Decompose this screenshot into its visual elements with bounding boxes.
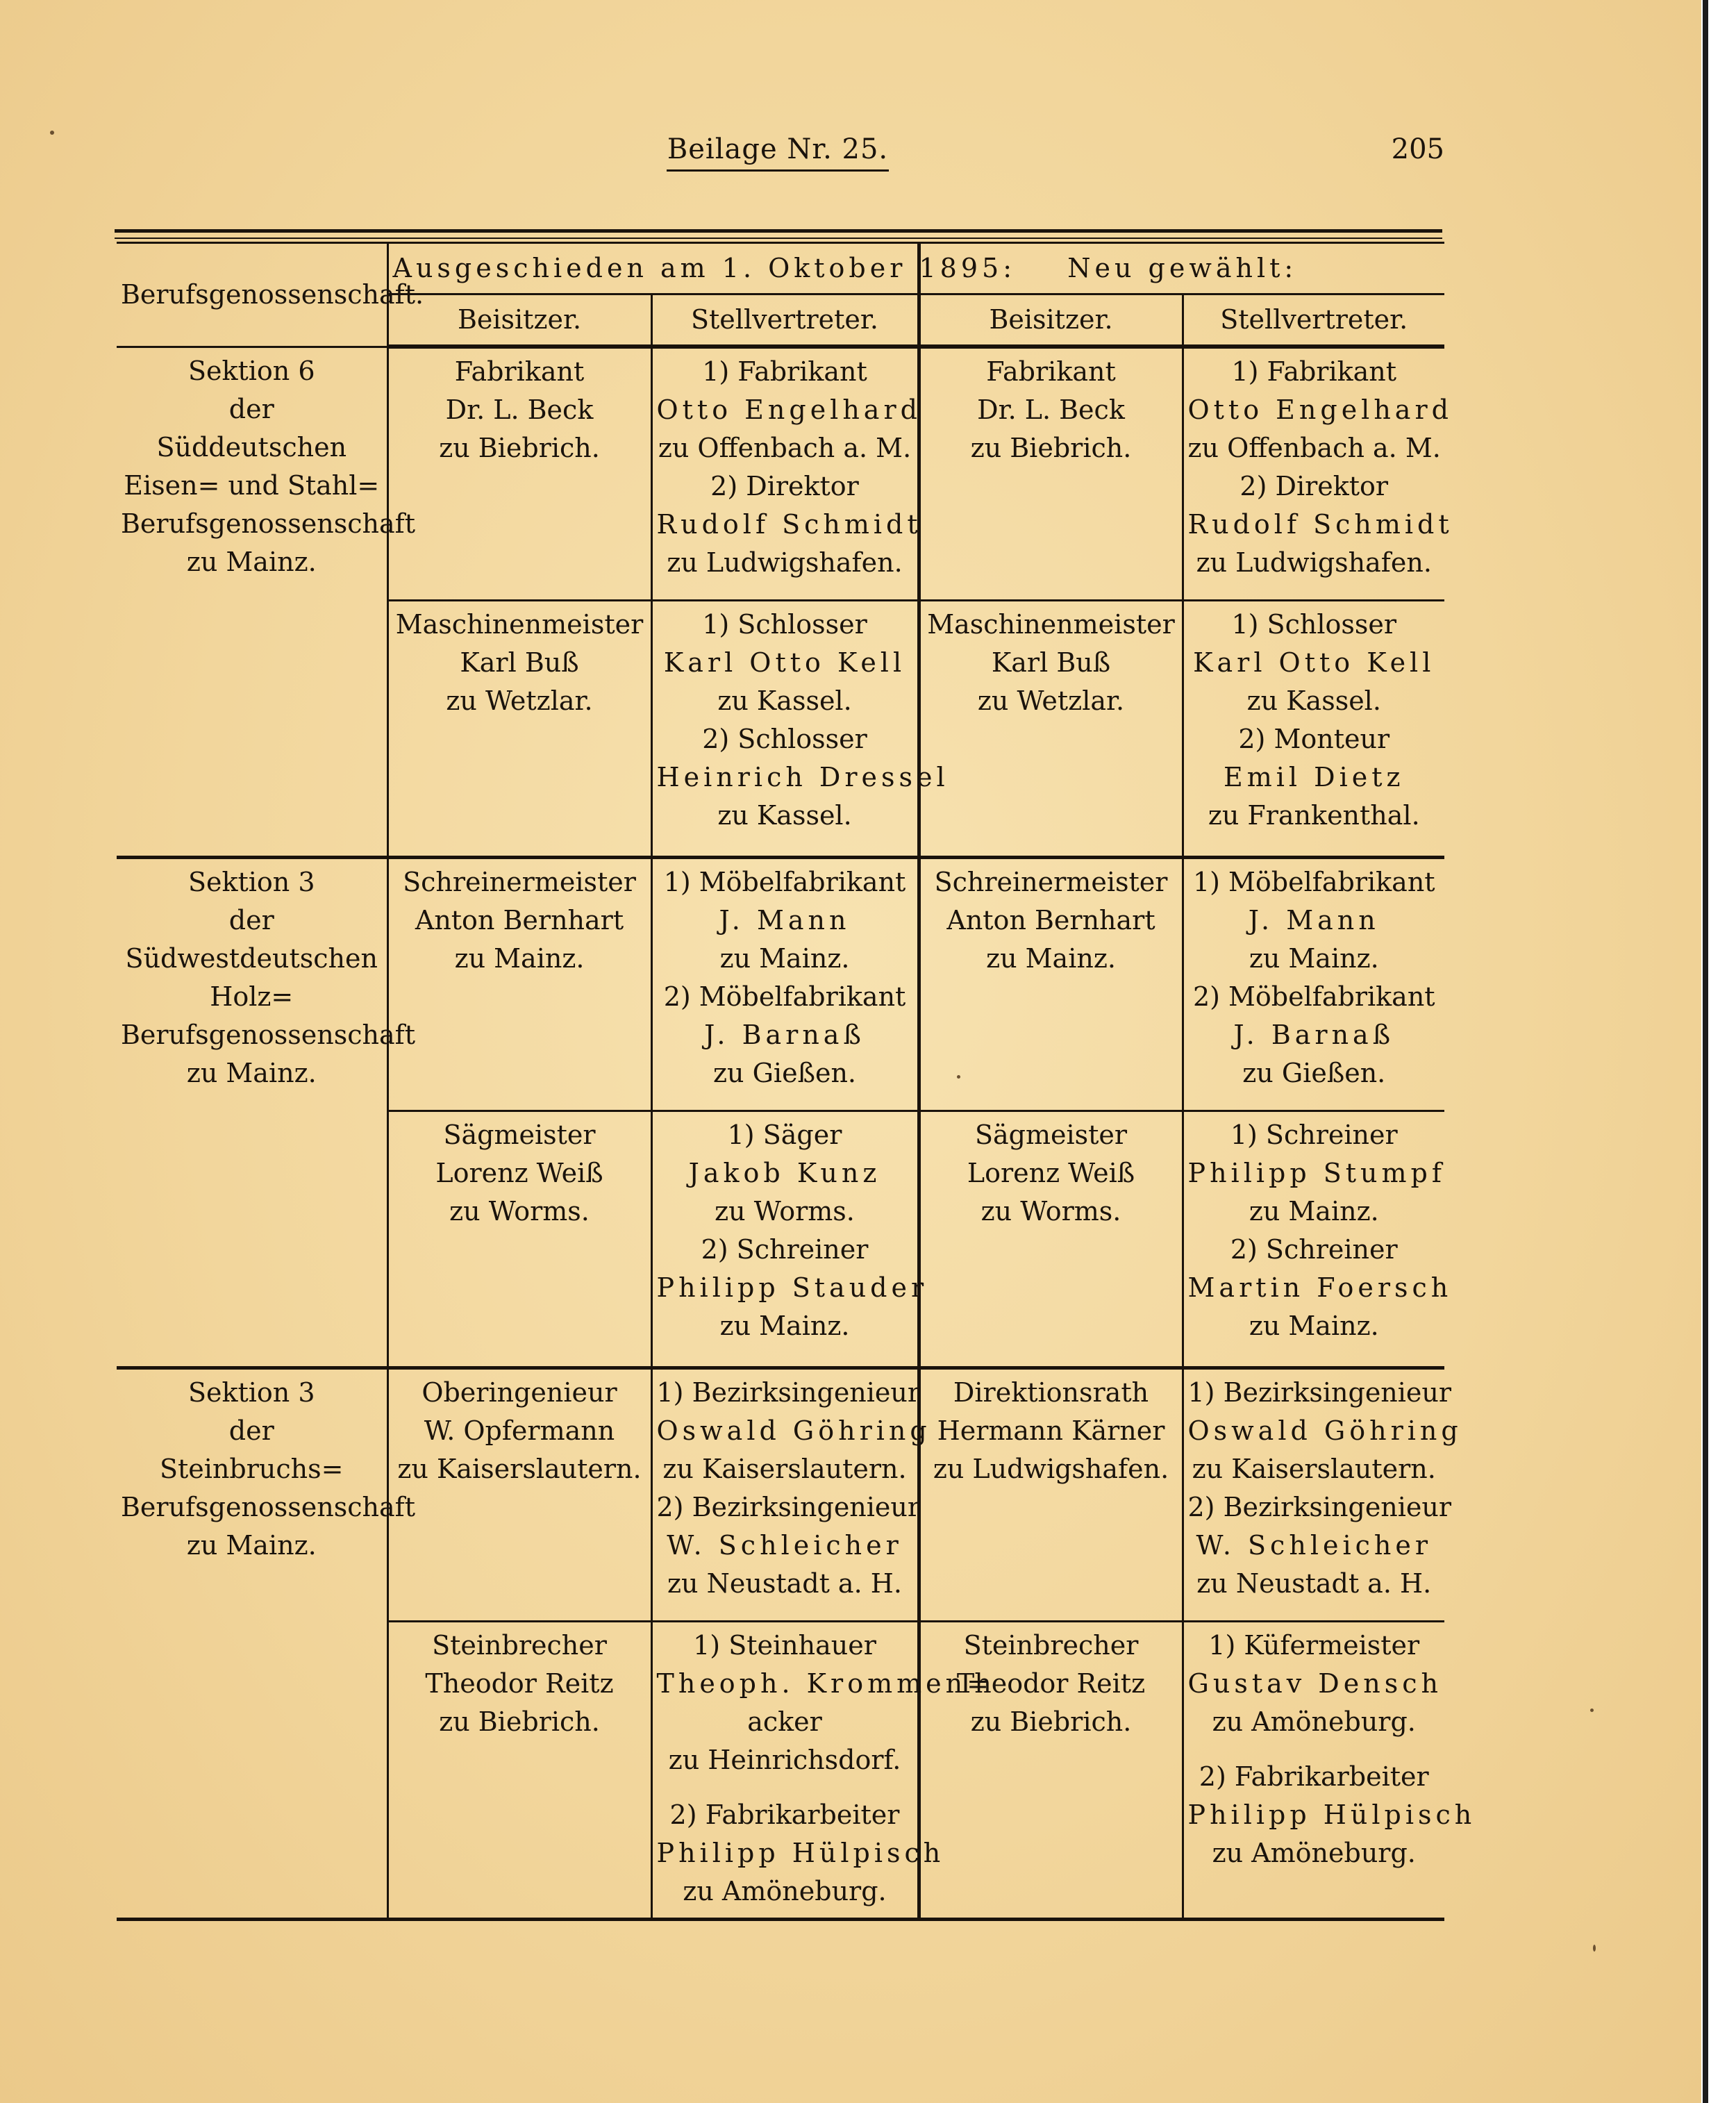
out-stellvertreter-cell-line: J. Mann	[719, 904, 851, 936]
paper-speck	[1593, 1945, 1596, 1952]
out-beisitzer-cell-line: Dr. L. Beck	[445, 394, 594, 425]
new-beisitzer-cell-line: Karl Buß	[991, 647, 1111, 678]
members-table	[117, 242, 1476, 1921]
new-stellvertreter-cell-line: zu Frankenthal.	[1208, 799, 1420, 831]
new-stellvertreter-cell	[1183, 1368, 1462, 1621]
section-name-cell-line: Berufsgenossenschaft	[121, 1491, 415, 1522]
out-beisitzer-cell	[387, 1368, 651, 1621]
new-stellvertreter-cell-line: zu Gießen.	[1242, 1057, 1386, 1088]
new-stellvertreter-cell-line: zu Amöneburg.	[1212, 1837, 1416, 1868]
top-double-rule	[115, 229, 1442, 239]
out-beisitzer-cell	[387, 1111, 651, 1368]
out-stellvertreter-cell-line: Philipp Stauder	[656, 1272, 928, 1303]
section-name-cell-line: Sektion 6	[187, 355, 315, 386]
new-stellvertreter-cell-line: J. Barnaß	[1233, 1019, 1395, 1050]
new-stellvertreter-cell	[1183, 347, 1453, 600]
new-stellvertreter-cell	[1183, 1111, 1453, 1368]
new-beisitzer-cell-line: Direktionsrath	[953, 1377, 1149, 1408]
section-name-cell	[117, 1368, 415, 1919]
out-beisitzer-cell-line: Maschinenmeister	[395, 608, 644, 640]
out-stellvertreter-cell-line: 1) Schlosser	[702, 608, 867, 640]
out-stellvertreter-cell-line: zu Gießen.	[713, 1057, 856, 1088]
out-stellvertreter-cell	[651, 600, 949, 857]
out-stellvertreter-cell-line: J. Barnaß	[704, 1019, 865, 1050]
new-stellvertreter-cell	[1183, 857, 1444, 1111]
new-beisitzer-cell	[919, 347, 1183, 600]
out-stellvertreter-cell-line: 2) Fabrikarbeiter	[669, 1799, 900, 1830]
new-beisitzer-cell-line: Steinbrecher	[963, 1629, 1139, 1661]
column-header-out-stellvertreter: Stellvertreter.	[651, 294, 919, 347]
out-beisitzer-cell	[387, 857, 651, 1111]
paper-speck	[1590, 1709, 1594, 1712]
new-stellvertreter-cell-line: zu Ludwigshafen.	[1196, 547, 1432, 578]
out-stellvertreter-cell-line: zu Offenbach a. M.	[658, 433, 912, 463]
new-stellvertreter-cell-line: Karl Otto Kell	[1193, 647, 1435, 678]
out-stellvertreter-cell-line: W. Schleicher	[667, 1529, 903, 1561]
out-beisitzer-cell-line: W. Opfermann	[424, 1415, 615, 1446]
out-stellvertreter-cell-line: Rudolf Schmidt	[656, 509, 922, 540]
section-name-cell-line: der	[228, 1415, 274, 1446]
section-name-cell-line: der	[228, 904, 274, 936]
out-stellvertreter-cell-line: 2) Schlosser	[702, 723, 867, 754]
group-header-ausgeschieden: Ausgeschieden am 1. Oktober 1895:	[387, 243, 919, 294]
out-stellvertreter-cell-line: Karl Otto Kell	[663, 647, 906, 678]
new-beisitzer-cell-line: Sägmeister	[974, 1119, 1128, 1150]
section-name-cell-line: Süddeutschen	[156, 431, 347, 463]
new-beisitzer-cell	[919, 600, 1183, 857]
new-stellvertreter-cell	[1183, 1621, 1476, 1919]
out-beisitzer-cell-line: zu Worms.	[449, 1195, 590, 1227]
out-beisitzer-cell	[387, 600, 651, 857]
new-beisitzer-cell-line: Hermann Kärner	[937, 1415, 1165, 1446]
entry-gap	[657, 1779, 913, 1796]
section-name-cell-line: Berufsgenossenschaft	[121, 1019, 415, 1050]
new-stellvertreter-cell-line: Emil Dietz	[1223, 761, 1405, 792]
new-beisitzer-cell-line: Maschinenmeister	[927, 608, 1175, 640]
out-stellvertreter-cell-line: zu Mainz.	[719, 1310, 850, 1341]
new-stellvertreter-cell-line: 1) Schreiner	[1230, 1119, 1398, 1150]
new-beisitzer-cell-line: zu Worms.	[980, 1195, 1121, 1227]
out-stellvertreter-cell-line: 1) Fabrikant	[702, 356, 867, 387]
new-stellvertreter-cell-line: zu Offenbach a. M.	[1187, 433, 1441, 463]
out-stellvertreter-cell-line: zu Amöneburg.	[683, 1875, 887, 1906]
new-stellvertreter-cell-line: Philipp Stumpf	[1187, 1157, 1446, 1188]
section-name-cell-line: Berufsgenossenschaft	[121, 508, 415, 539]
new-beisitzer-cell-line: zu Mainz.	[986, 942, 1116, 974]
table-row	[117, 1368, 1444, 1621]
section-name-cell-line: zu Mainz.	[186, 546, 317, 577]
new-beisitzer-cell-line: zu Biebrich.	[970, 433, 1132, 463]
table-row	[117, 347, 1444, 600]
new-beisitzer-cell	[919, 1621, 1183, 1919]
out-stellvertreter-cell-line: acker	[747, 1706, 822, 1737]
new-beisitzer-cell-line: Schreinermeister	[934, 866, 1168, 897]
new-beisitzer-cell-line: Dr. L. Beck	[977, 394, 1125, 425]
new-stellvertreter-cell-line: 1) Bezirksingenieur	[1187, 1377, 1452, 1408]
paper-speck	[50, 131, 54, 135]
out-stellvertreter-cell-line: Oswald Göhring	[656, 1415, 931, 1446]
new-beisitzer-cell	[919, 1368, 1183, 1621]
out-stellvertreter-cell	[651, 1621, 993, 1919]
new-stellvertreter-cell-line: 2) Bezirksingenieur	[1187, 1491, 1452, 1522]
page-number: 205	[1391, 133, 1444, 165]
out-stellvertreter-cell-line: Heinrich Dressel	[656, 761, 949, 792]
new-stellvertreter-cell-line: 2) Schreiner	[1230, 1233, 1398, 1265]
column-header-out-beisitzer: Beisitzer.	[387, 294, 651, 347]
out-stellvertreter-cell-line: Theoph. Krommen=	[656, 1668, 993, 1699]
out-stellvertreter-cell-line: 2) Möbelfabrikant	[663, 981, 906, 1012]
out-beisitzer-cell-line: Fabrikant	[454, 356, 585, 387]
section-name-cell-line: Südwestdeutschen	[125, 942, 378, 974]
paper-speck	[957, 1075, 960, 1079]
out-stellvertreter-cell-line: zu Worms.	[715, 1195, 855, 1227]
page-header-title: Beilage Nr. 25.	[667, 133, 889, 172]
out-stellvertreter-cell-line: zu Kaiserslautern.	[662, 1453, 907, 1484]
new-stellvertreter-cell-line: zu Mainz.	[1249, 942, 1379, 974]
new-beisitzer-cell-line: Anton Bernhart	[946, 904, 1155, 936]
section-name-cell-line: Sektion 3	[187, 866, 315, 897]
new-stellvertreter-cell-line: zu Kaiserslautern.	[1192, 1453, 1436, 1484]
out-stellvertreter-cell-line: 1) Steinhauer	[693, 1629, 876, 1661]
out-stellvertreter-cell	[651, 857, 919, 1111]
section-name-cell-line: Eisen= und Stahl=	[124, 469, 380, 501]
new-stellvertreter-cell-line: J. Mann	[1248, 904, 1380, 936]
out-stellvertreter-cell-line: zu Kassel.	[717, 799, 852, 831]
out-stellvertreter-cell-line: zu Mainz.	[719, 942, 850, 974]
new-stellvertreter-cell-line: 2) Fabrikarbeiter	[1199, 1761, 1429, 1792]
out-stellvertreter-cell-line: Otto Engelhard	[656, 394, 921, 425]
entry-gap	[1188, 1741, 1441, 1758]
new-beisitzer-cell-line: zu Biebrich.	[970, 1706, 1132, 1737]
out-stellvertreter-cell-line: Jakob Kunz	[688, 1157, 881, 1188]
new-stellvertreter-cell-line: zu Neustadt a. H.	[1196, 1568, 1432, 1599]
out-beisitzer-cell-line: zu Wetzlar.	[446, 685, 593, 716]
out-stellvertreter-cell-line: zu Kassel.	[717, 685, 852, 716]
new-stellvertreter-cell-line: 1) Möbelfabrikant	[1192, 866, 1435, 897]
new-beisitzer-cell-line: Fabrikant	[986, 356, 1116, 387]
out-stellvertreter-cell-line: zu Neustadt a. H.	[667, 1568, 902, 1599]
new-stellvertreter-cell-line: 1) Küfermeister	[1208, 1629, 1420, 1661]
out-stellvertreter-cell-line: 1) Möbelfabrikant	[663, 866, 906, 897]
out-beisitzer-cell-line: Oberingenieur	[422, 1377, 617, 1408]
out-stellvertreter-cell-line: 1) Bezirksingenieur	[656, 1377, 921, 1408]
new-stellvertreter-cell-line: 2) Monteur	[1238, 723, 1390, 754]
new-beisitzer-cell-line: Theodor Reitz	[956, 1668, 1146, 1699]
table-header-row-1	[117, 243, 1444, 294]
out-beisitzer-cell-line: Schreinermeister	[403, 866, 636, 897]
new-stellvertreter-cell-line: 2) Möbelfabrikant	[1192, 981, 1435, 1012]
new-stellvertreter-cell-line: 1) Schlosser	[1231, 608, 1397, 640]
section-name-cell-line: der	[228, 393, 274, 424]
new-stellvertreter-cell-line: Gustav Densch	[1187, 1668, 1442, 1699]
column-header-new-stellvertreter: Stellvertreter.	[1183, 294, 1444, 347]
out-beisitzer-cell-line: zu Kaiserslautern.	[397, 1453, 642, 1484]
column-header-new-beisitzer: Beisitzer.	[919, 294, 1183, 347]
section-name-cell	[117, 857, 415, 1368]
new-stellvertreter-cell-line: Rudolf Schmidt	[1187, 509, 1453, 540]
table-body	[117, 347, 1476, 1919]
out-beisitzer-cell-line: zu Biebrich.	[439, 1706, 600, 1737]
new-stellvertreter-cell	[1183, 600, 1444, 857]
group-header-neu-gewaehlt: Neu gewählt:	[919, 243, 1444, 294]
section-name-cell-line: zu Mainz.	[186, 1529, 317, 1561]
new-stellvertreter-cell-line: 1) Fabrikant	[1231, 356, 1397, 387]
new-stellvertreter-cell-line: zu Mainz.	[1249, 1195, 1379, 1227]
scan-edge-line	[1703, 0, 1708, 2103]
out-stellvertreter-cell-line: Philipp Hülpisch	[656, 1837, 945, 1868]
out-stellvertreter-cell-line: 2) Bezirksingenieur	[656, 1491, 921, 1522]
new-beisitzer-cell	[919, 1111, 1183, 1368]
out-stellvertreter-cell-line: zu Heinrichsdorf.	[668, 1744, 901, 1775]
out-beisitzer-cell-line: Steinbrecher	[432, 1629, 607, 1661]
out-beisitzer-cell-line: Sägmeister	[443, 1119, 596, 1150]
column-header-berufsgenossenschaft: Berufsgenossenschaft.	[117, 243, 387, 347]
new-beisitzer-cell-line: Lorenz Weiß	[967, 1157, 1135, 1188]
new-stellvertreter-cell-line: zu Kassel.	[1246, 685, 1381, 716]
new-beisitzer-cell-line: zu Wetzlar.	[977, 685, 1125, 716]
out-stellvertreter-cell	[651, 347, 922, 600]
section-name-cell-line: zu Mainz.	[186, 1057, 317, 1088]
new-stellvertreter-cell-line: Martin Foersch	[1187, 1272, 1453, 1303]
new-beisitzer-cell-line: zu Ludwigshafen.	[933, 1453, 1169, 1484]
out-stellvertreter-cell	[651, 1111, 928, 1368]
table-row	[117, 857, 1444, 1111]
out-stellvertreter-cell-line: 2) Schreiner	[701, 1233, 869, 1265]
out-beisitzer-cell-line: Karl Buß	[460, 647, 579, 678]
section-name-cell-line: Sektion 3	[187, 1377, 315, 1408]
new-stellvertreter-cell-line: Philipp Hülpisch	[1187, 1799, 1476, 1830]
section-name-cell-line: Steinbruchs=	[160, 1453, 344, 1484]
new-stellvertreter-cell-line: Otto Engelhard	[1187, 394, 1453, 425]
out-beisitzer-cell	[387, 1621, 651, 1919]
new-stellvertreter-cell-line: zu Mainz.	[1249, 1310, 1379, 1341]
out-beisitzer-cell-line: zu Mainz.	[454, 942, 585, 974]
out-beisitzer-cell-line: Theodor Reitz	[425, 1668, 614, 1699]
out-stellvertreter-cell-line: 1) Säger	[727, 1119, 842, 1150]
out-stellvertreter-cell	[651, 1368, 931, 1621]
new-beisitzer-cell	[919, 857, 1183, 1111]
out-beisitzer-cell-line: Anton Bernhart	[415, 904, 624, 936]
new-stellvertreter-cell-line: W. Schleicher	[1196, 1529, 1433, 1561]
new-stellvertreter-cell-line: 2) Direktor	[1240, 471, 1389, 501]
out-stellvertreter-cell-line: 2) Direktor	[710, 471, 859, 501]
new-stellvertreter-cell-line: Oswald Göhring	[1187, 1415, 1462, 1446]
section-name-cell-line: Holz=	[210, 981, 294, 1012]
out-beisitzer-cell	[387, 347, 651, 600]
new-stellvertreter-cell-line: zu Amöneburg.	[1212, 1706, 1416, 1737]
section-name-cell	[117, 347, 415, 857]
out-stellvertreter-cell-line: zu Ludwigshafen.	[667, 547, 903, 578]
out-beisitzer-cell-line: zu Biebrich.	[439, 433, 600, 463]
out-beisitzer-cell-line: Lorenz Weiß	[435, 1157, 603, 1188]
